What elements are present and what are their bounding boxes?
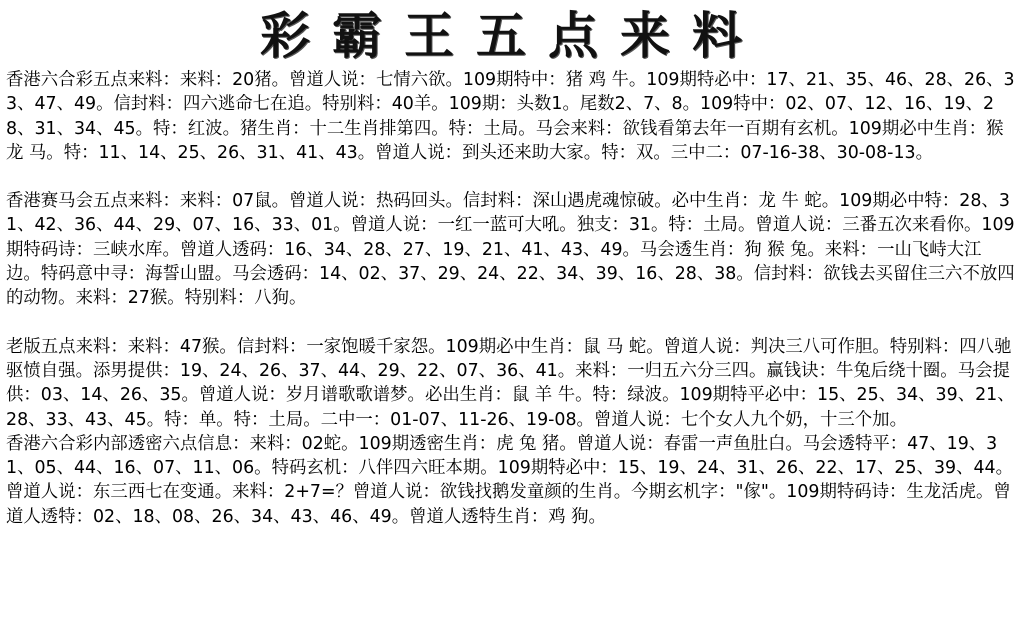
article-body — [6, 68, 1016, 529]
page-title: 彩霸王五点来料 — [260, 6, 764, 65]
paragraph-hk-mark-six-five-points: 香港六合彩五点来料：来料：20猪。曾道人说：七情六欲。109期特中：猪 鸡 牛。109期特必中：17、21、35、46、28、26、33、47、49。信封料：四六逃命七在追。特别料：40羊。109期：头数1。尾数2、7、8。109特中：02、07、12、16、19、28、31、34、45。特：红波。猪生肖：十二生肖排第四。特：土局。马会来料：欲钱看第去年一百期有玄机。109期必中生肖：猴 龙 马。特：11、14、25、26、31、41、43。曾道人说：到头还来助大家。特：双。三中二：07-16-38、30-08-13。 — [6, 70, 1015, 163]
paragraph-jockey-club-five-points: 香港赛马会五点来料：来料：07鼠。曾道人说：热码回头。信封料：深山遇虎魂惊破。必中生肖：龙 牛 蛇。109期必中特：28、31、42、36、44、29、07、16、33、01。曾道人说：一红一蓝可大吼。独支：31。特：土局。曾道人说：三番五次来看你。109期特码诗：三峡水库。曾道人透码：16、34、28、27、19、21、41、43、49。马会透生肖：狗 猴 兔。来料：一山飞峙大江边。特码意中寻：海誓山盟。马会透码：14、02、37、29、24、22、34、39、16、28、38。信封料：欲钱去买留住三六不放四的动物。来料：27猴。特别料：八狗。 — [6, 191, 1015, 309]
paragraph-internal-six-points: 香港六合彩内部透密六点信息：来料：02蛇。109期透密生肖：虎 兔 猪。曾道人说：春雷一声鱼肚白。马会透特平：47、19、31、05、44、16、07、11、06。特码玄机：八伴四六旺本期。109期特必中：15、19、24、31、26、22、17、25、39、44。曾道人说：东三西七在变通。来料：2+7=？曾道人说：欲钱找鹅发童颜的生肖。今期玄机字："傢"。109期特码诗：生龙活虎。曾道人透特：02、18、08、26、34、43、46、49。曾道人透特生肖：鸡 狗。 — [6, 433, 1013, 527]
paragraph-old-version-five-points: 老版五点来料：来料：47猴。信封料：一家饱暖千家怨。109期必中生肖：鼠 马 蛇。曾道人说：判决三八可作胆。特别料：四八驰驱愤自强。添男提供：19、24、26、37、44、29、22、07、36、41。来料：一归五六分三四。赢钱诀：牛兔后绕十圈。马会提供：03、14、26、35。曾道人说：岁月谱歌歌谱梦。必出生肖：鼠 羊 牛。特：绿波。109期特平必中：15、25、34、39、21、28、33、43、45。特：单。特：土局。二中一：01-07、11-26、19-08。曾道人说：七个女人九个奶，十三个加。 — [6, 336, 1015, 430]
